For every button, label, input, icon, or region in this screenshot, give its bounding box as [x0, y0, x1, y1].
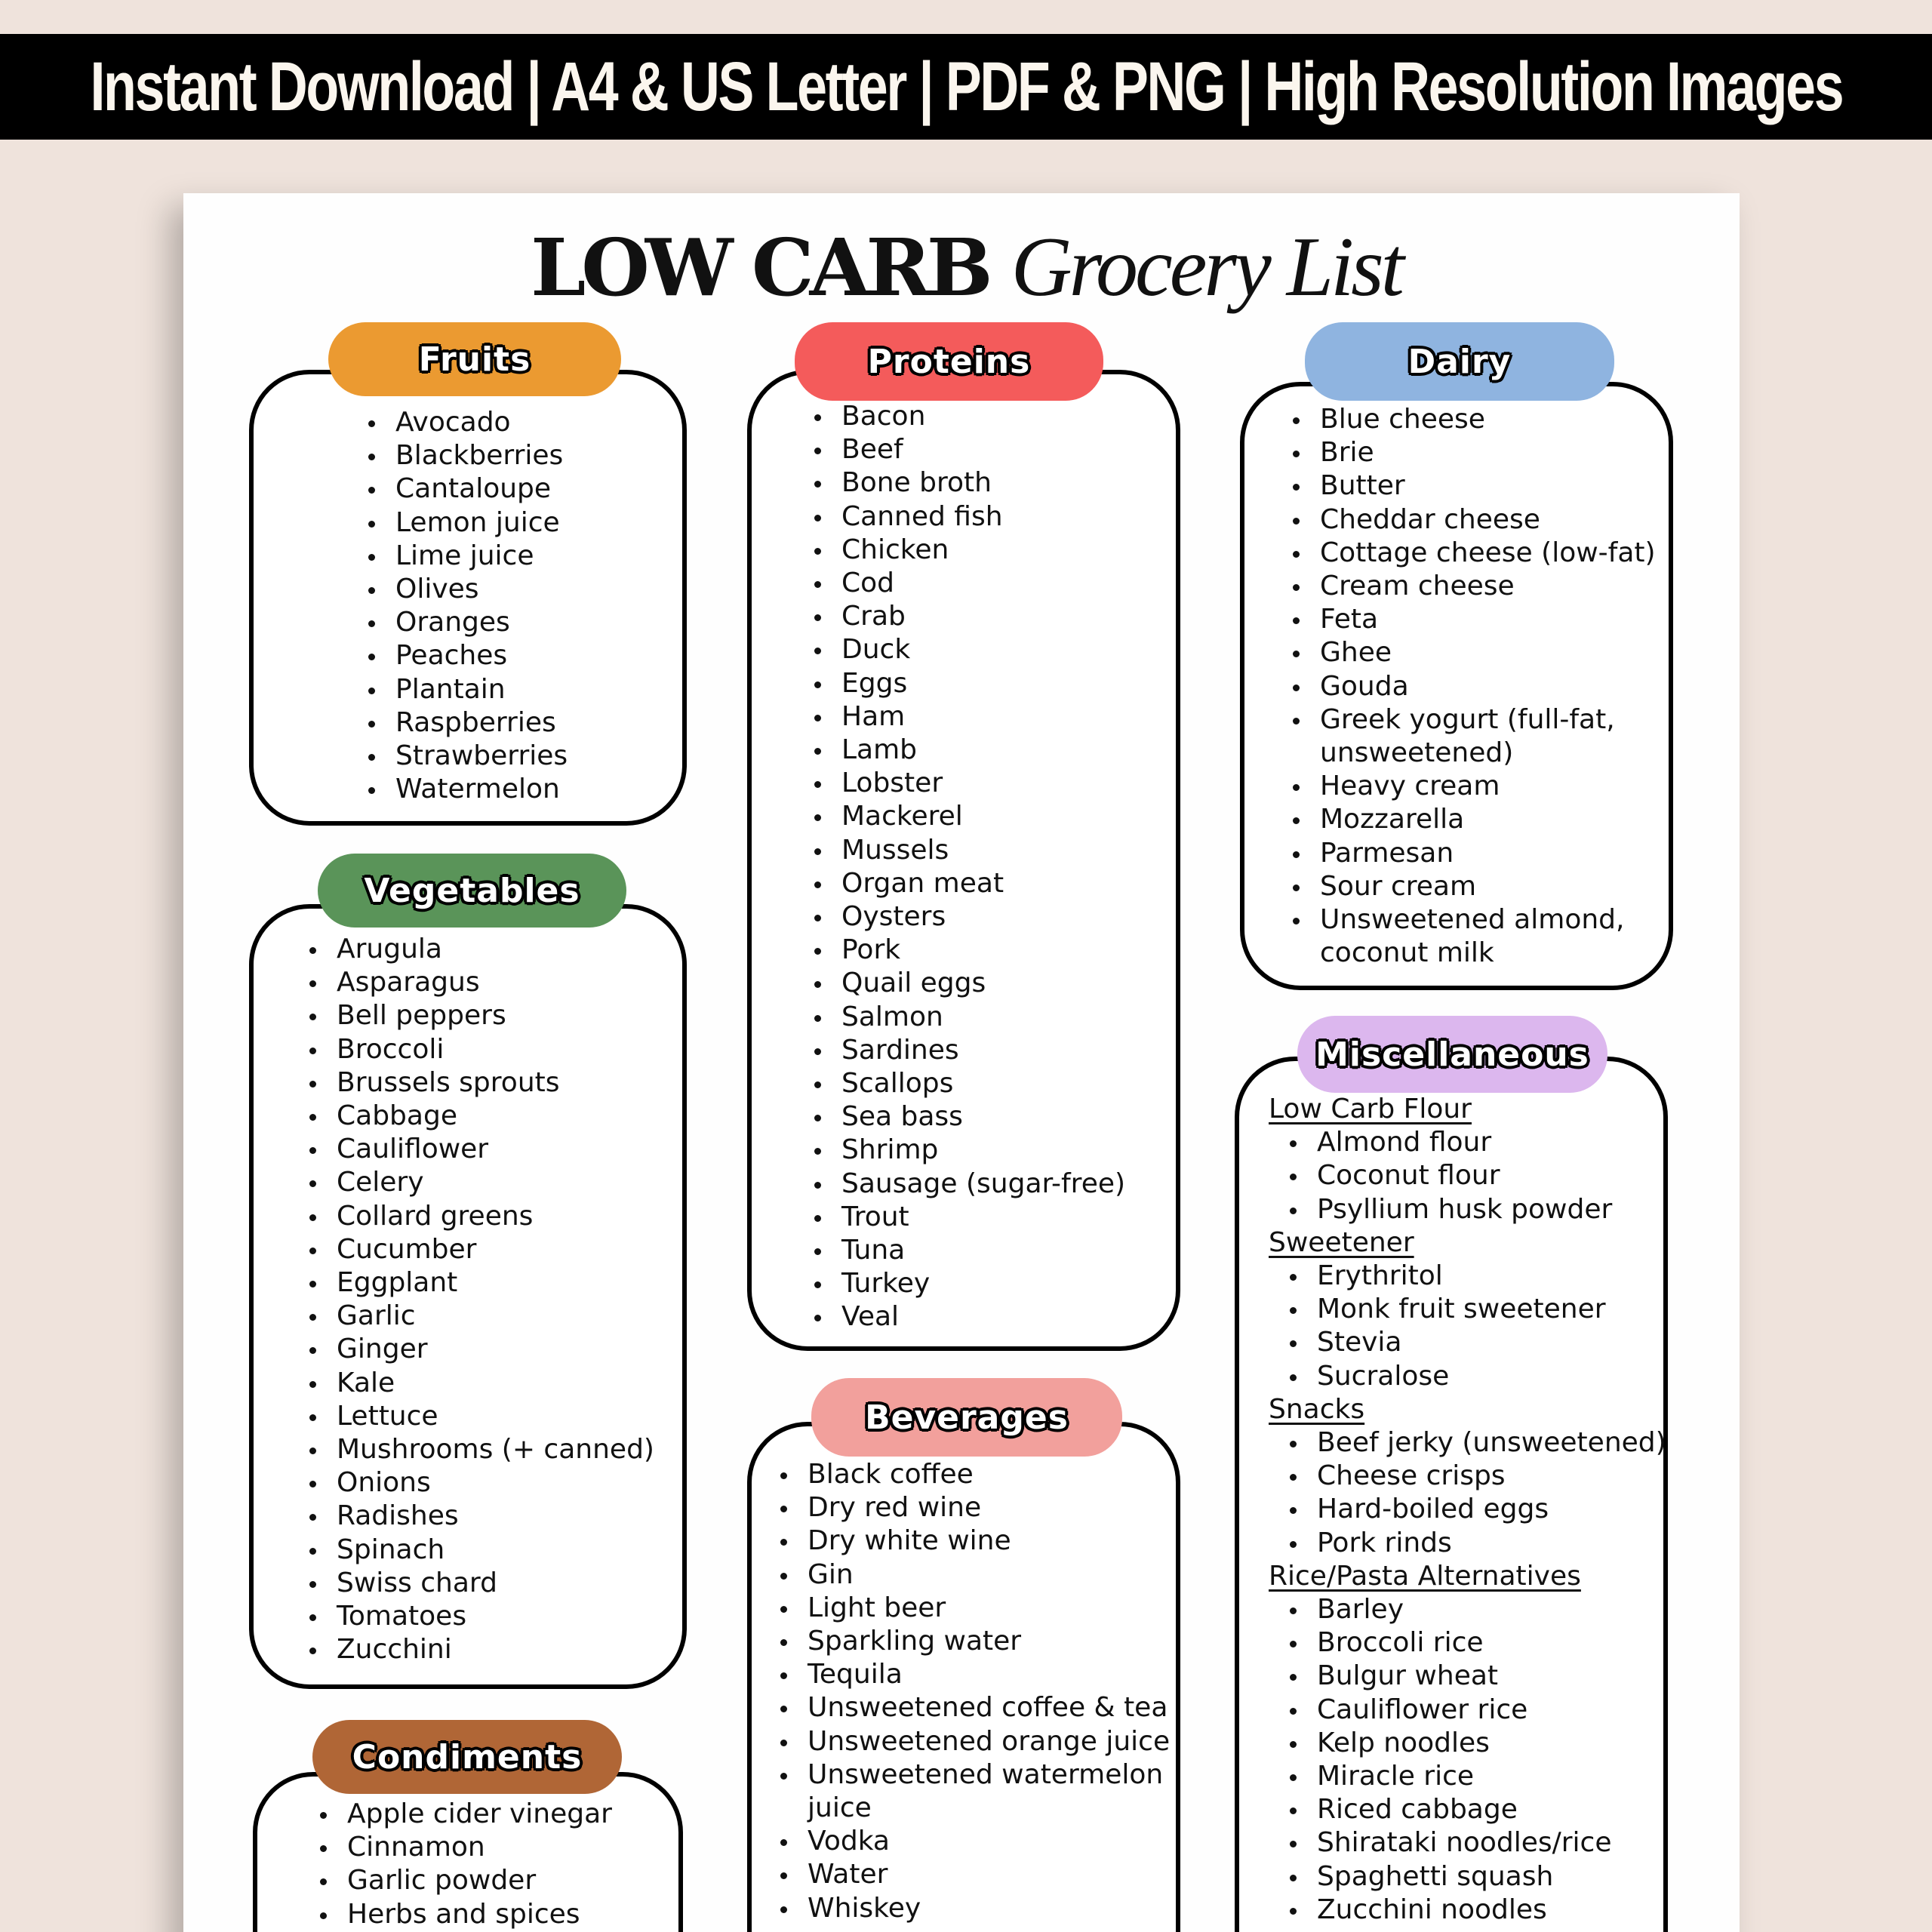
list-item: Brussels sprouts: [306, 1066, 654, 1100]
list-item: Veal: [811, 1300, 1125, 1334]
list-item: Blackberries: [365, 439, 568, 472]
list-item: Canned fish: [811, 500, 1125, 534]
list-item: Stevia: [1269, 1326, 1666, 1359]
list-item: Feta: [1290, 603, 1656, 636]
list-item: Bell peppers: [306, 999, 654, 1032]
list-item: Tomatoes: [306, 1600, 654, 1633]
list-item: Ham: [811, 700, 1125, 734]
list-item: Gouda: [1290, 670, 1656, 703]
list-item: Cucumber: [306, 1233, 654, 1266]
list-item: Ginger: [306, 1333, 654, 1366]
list-item: Bulgur wheat: [1269, 1660, 1666, 1693]
list-item: Light beer: [777, 1592, 1170, 1625]
list-item: Garlic: [306, 1300, 654, 1333]
list-item: Mussels: [811, 834, 1125, 867]
fruits-list: [365, 406, 568, 806]
banner-text: Instant Download | A4 & US Letter | PDF & PNG | High Resolution Images: [90, 48, 1842, 125]
list-item: coconut milk: [1320, 937, 1494, 969]
fruits-tab: [328, 322, 621, 396]
list-item: Sparkling water: [777, 1625, 1170, 1658]
list-item: Herbs and spices: [317, 1898, 612, 1931]
list-item: Greek yogurt (full-fat,: [1290, 703, 1656, 737]
miscellaneous-list: [1269, 1093, 1666, 1927]
dairy-label: Dairy: [1407, 342, 1512, 381]
misc-group-heading: Rice/Pasta Alternatives: [1269, 1560, 1581, 1592]
beverages-label: Beverages: [865, 1398, 1069, 1437]
list-item: Lime juice: [365, 540, 568, 573]
list-item: Spinach: [306, 1534, 654, 1567]
list-item: Mozzarella: [1290, 803, 1656, 836]
proteins-label: Proteins: [867, 342, 1031, 381]
list-item: Eggs: [811, 667, 1125, 700]
list-item: Asparagus: [306, 966, 654, 999]
list-item: Cheese crisps: [1269, 1460, 1666, 1493]
list-item: Tequila: [777, 1658, 1170, 1691]
condiments-list: [317, 1798, 612, 1931]
list-item: Spaghetti squash: [1269, 1860, 1666, 1894]
list-item: Unsweetened watermelon: [777, 1758, 1170, 1792]
list-item: Organ meat: [811, 867, 1125, 900]
list-item: Sour cream: [1290, 870, 1656, 903]
list-item: Apple cider vinegar: [317, 1798, 612, 1831]
list-item: Cheddar cheese: [1290, 503, 1656, 537]
miscellaneous-label: Miscellaneous: [1315, 1035, 1589, 1074]
list-item: Cinnamon: [317, 1831, 612, 1864]
list-item: Onions: [306, 1466, 654, 1500]
list-item: Cabbage: [306, 1100, 654, 1133]
list-item: Hard-boiled eggs: [1269, 1493, 1666, 1526]
list-item: Shirataki noodles/rice: [1269, 1826, 1666, 1860]
list-item: Unsweetened coffee & tea: [777, 1691, 1170, 1724]
list-item: Black coffee: [777, 1458, 1170, 1491]
list-item: Lettuce: [306, 1400, 654, 1433]
beverages-tab: [811, 1378, 1122, 1457]
list-item: Avocado: [365, 406, 568, 439]
list-item: Barley: [1269, 1593, 1666, 1626]
list-item: Broccoli: [306, 1033, 654, 1066]
list-item: Dry white wine: [777, 1524, 1170, 1558]
title-bold: LOW CARB: [531, 221, 989, 314]
list-item: Bacon: [811, 400, 1125, 433]
list-item: Trout: [811, 1201, 1125, 1234]
list-item: Zucchini noodles: [1269, 1894, 1666, 1927]
list-item: Pork rinds: [1269, 1527, 1666, 1560]
list-item: Raspberries: [365, 706, 568, 740]
top-banner: [0, 34, 1932, 140]
title-script: Grocery List: [1011, 220, 1401, 314]
list-item: Cauliflower: [306, 1133, 654, 1166]
list-item: Sausage (sugar-free): [811, 1168, 1125, 1201]
list-item: Chicken: [811, 534, 1125, 567]
list-item: Salmon: [811, 1001, 1125, 1034]
list-item: Vodka: [777, 1825, 1170, 1858]
proteins-list: [811, 400, 1125, 1334]
list-item: Quail eggs: [811, 967, 1125, 1000]
list-item: Sardines: [811, 1034, 1125, 1067]
list-item: Whiskey: [777, 1892, 1170, 1925]
list-item: Miracle rice: [1269, 1760, 1666, 1793]
condiments-label: Condiments: [352, 1737, 583, 1777]
list-item: Garlic powder: [317, 1864, 612, 1897]
list-item: Lemon juice: [365, 506, 568, 540]
list-item: unsweetened): [1320, 737, 1514, 769]
list-item: Zucchini: [306, 1633, 654, 1666]
list-item: Erythritol: [1269, 1260, 1666, 1293]
list-item: Psyllium husk powder: [1269, 1193, 1666, 1226]
dairy-tab: [1305, 322, 1614, 401]
list-item: Radishes: [306, 1500, 654, 1533]
condiments-tab: [312, 1720, 622, 1794]
list-item: Cod: [811, 567, 1125, 600]
vegetables-tab: [318, 854, 626, 928]
list-item: Sea bass: [811, 1100, 1125, 1134]
list-item: Kale: [306, 1367, 654, 1400]
list-item: Olives: [365, 573, 568, 606]
list-item: Tuna: [811, 1234, 1125, 1267]
list-item: Heavy cream: [1290, 770, 1656, 803]
list-item: Riced cabbage: [1269, 1793, 1666, 1826]
list-item: Cottage cheese (low-fat): [1290, 537, 1656, 570]
list-item: Brie: [1290, 436, 1656, 469]
list-item: Oranges: [365, 606, 568, 639]
list-item: Beef jerky (unsweetened): [1269, 1426, 1666, 1460]
list-item: Arugula: [306, 933, 654, 966]
list-item: Mackerel: [811, 800, 1125, 833]
proteins-tab: [795, 322, 1103, 401]
list-item: Cantaloupe: [365, 472, 568, 506]
list-item: Strawberries: [365, 740, 568, 773]
list-item: Turkey: [811, 1267, 1125, 1300]
miscellaneous-tab: [1297, 1016, 1607, 1093]
vegetables-list: [306, 933, 654, 1666]
list-item: Eggplant: [306, 1266, 654, 1300]
list-item: Shrimp: [811, 1134, 1125, 1167]
list-item: Dry red wine: [777, 1491, 1170, 1524]
list-item: Collard greens: [306, 1200, 654, 1233]
list-item: Ghee: [1290, 636, 1656, 669]
list-item: Cream cheese: [1290, 570, 1656, 603]
fruits-label: Fruits: [418, 340, 531, 379]
list-item: Peaches: [365, 639, 568, 672]
list-item: Butter: [1290, 469, 1656, 503]
list-item: Crab: [811, 600, 1125, 633]
list-item: Gin: [777, 1558, 1170, 1592]
page-title: [0, 219, 1932, 316]
list-item: Water: [777, 1858, 1170, 1891]
list-item: Sucralose: [1269, 1360, 1666, 1393]
list-item: Unsweetened almond,: [1290, 903, 1656, 937]
list-item: Plantain: [365, 673, 568, 706]
list-item: Beef: [811, 433, 1125, 466]
list-item: Bone broth: [811, 466, 1125, 500]
beverages-list: [777, 1458, 1170, 1925]
list-item: Lobster: [811, 767, 1125, 800]
list-item: Mushrooms (+ canned): [306, 1433, 654, 1466]
list-item: Swiss chard: [306, 1567, 654, 1600]
misc-group-heading: Sweetener: [1269, 1226, 1414, 1258]
list-item: Cauliflower rice: [1269, 1694, 1666, 1727]
vegetables-label: Vegetables: [364, 871, 580, 910]
list-item: Unsweetened orange juice: [777, 1725, 1170, 1758]
misc-group-heading: Snacks: [1269, 1393, 1365, 1425]
list-item: Celery: [306, 1166, 654, 1199]
list-item: Kelp noodles: [1269, 1727, 1666, 1760]
dairy-list: [1290, 403, 1656, 970]
list-item: juice: [808, 1792, 872, 1824]
list-item: Coconut flour: [1269, 1159, 1666, 1192]
misc-group-heading: Low Carb Flour: [1269, 1094, 1472, 1124]
list-item: Duck: [811, 633, 1125, 666]
list-item: Monk fruit sweetener: [1269, 1293, 1666, 1326]
list-item: Blue cheese: [1290, 403, 1656, 436]
list-item: Oysters: [811, 900, 1125, 934]
list-item: Watermelon: [365, 773, 568, 806]
list-item: Scallops: [811, 1067, 1125, 1100]
list-item: Almond flour: [1269, 1126, 1666, 1159]
list-item: Broccoli rice: [1269, 1626, 1666, 1660]
list-item: Lamb: [811, 734, 1125, 767]
list-item: Parmesan: [1290, 837, 1656, 870]
list-item: Pork: [811, 934, 1125, 967]
